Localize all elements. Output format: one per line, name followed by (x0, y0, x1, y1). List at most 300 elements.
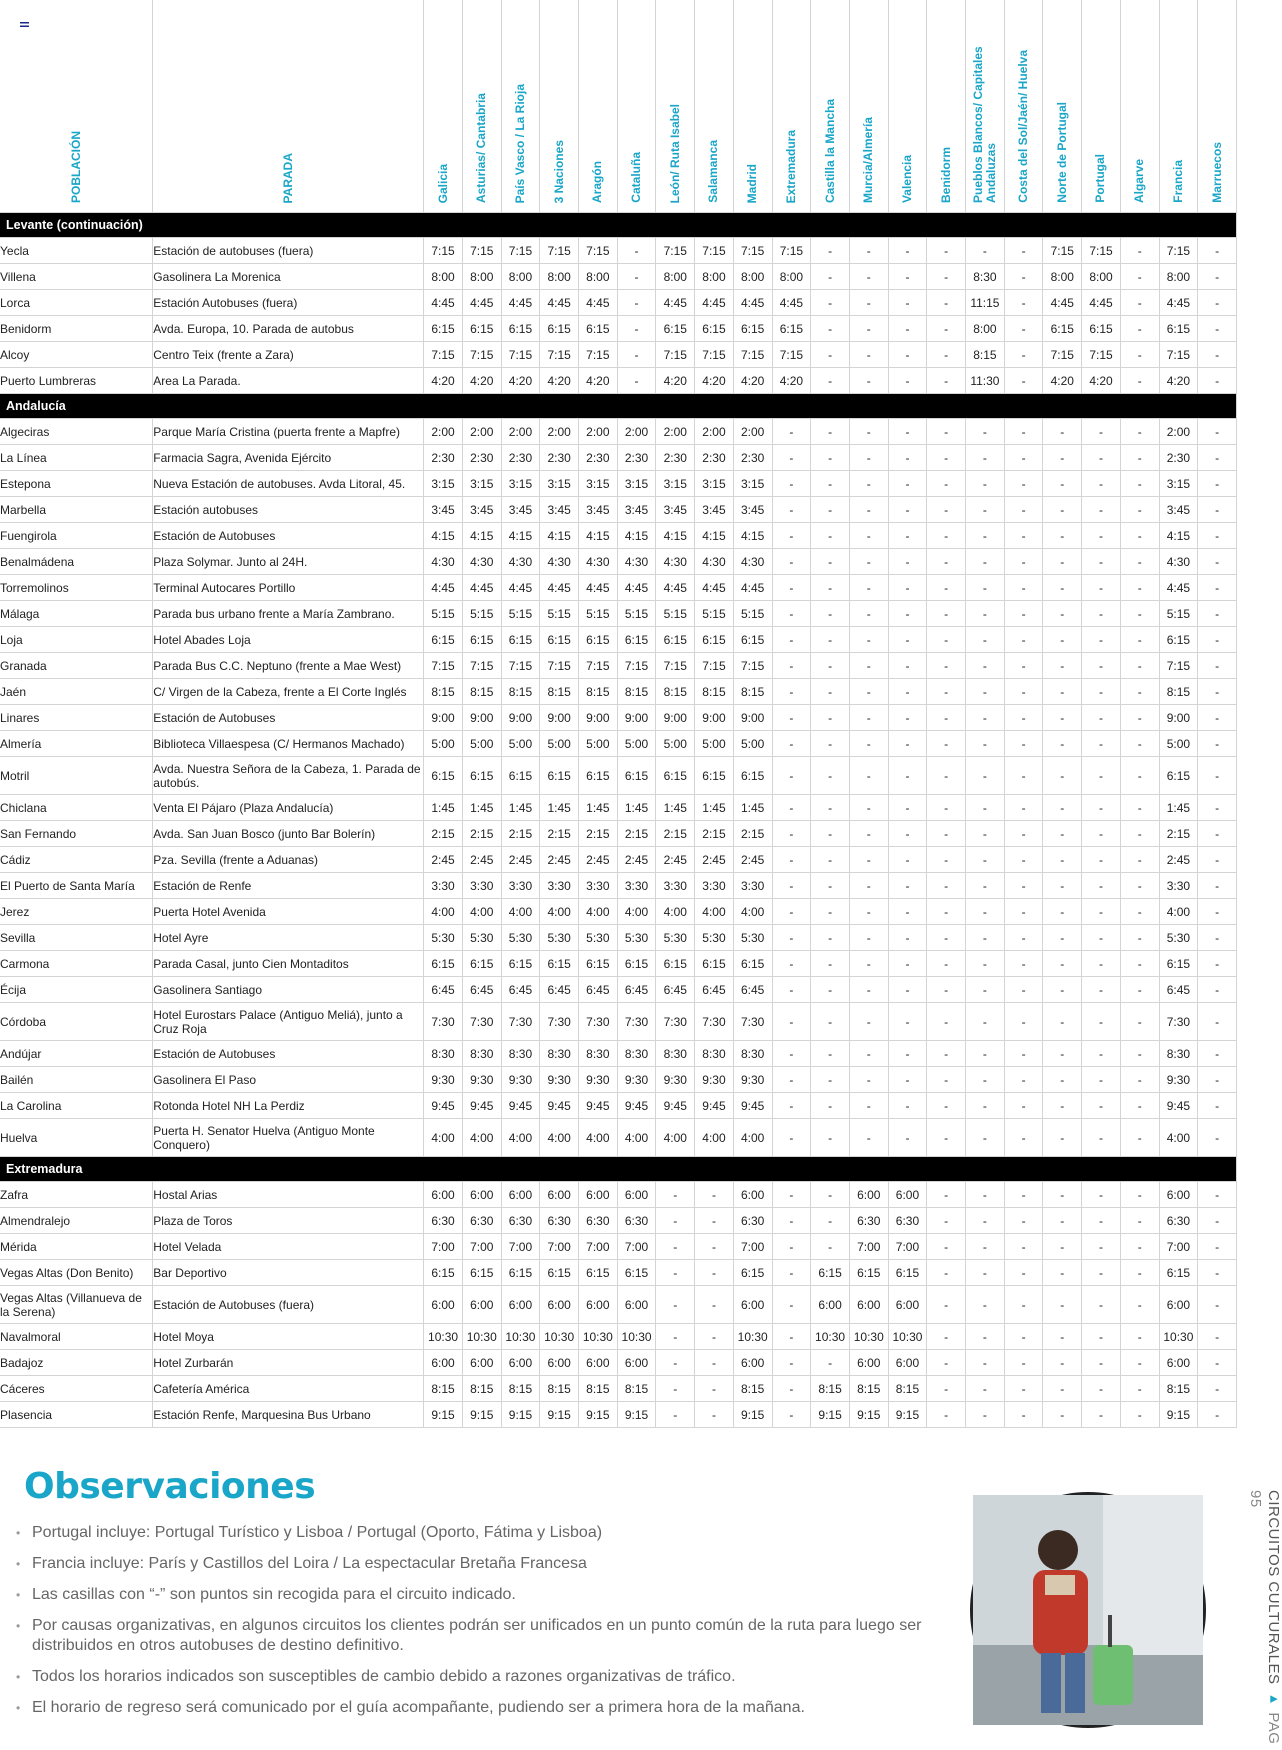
time-cell: 6:00 (1159, 1286, 1198, 1324)
time-cell: 6:15 (540, 1260, 579, 1286)
time-cell: - (1120, 1041, 1159, 1067)
time-cell: 2:15 (1159, 821, 1198, 847)
table-row (0, 1182, 1237, 1208)
traveler-photo (970, 1492, 1206, 1728)
time-cell: 4:00 (579, 1119, 618, 1157)
header-route-label: Murcia/Almería (861, 116, 876, 203)
time-cell: - (1082, 1324, 1121, 1350)
time-cell: 4:00 (424, 1119, 463, 1157)
time-cell: 6:00 (888, 1350, 927, 1376)
time-cell: - (966, 873, 1005, 899)
time-cell: 3:45 (1159, 497, 1198, 523)
time-cell: 8:00 (424, 264, 463, 290)
time-cell: - (966, 1067, 1005, 1093)
time-cell: - (811, 627, 850, 653)
time-cell: 3:45 (695, 497, 734, 523)
time-cell: - (1120, 419, 1159, 445)
time-cell: 4:45 (579, 290, 618, 316)
time-cell: 2:45 (617, 847, 656, 873)
poblacion-cell: Almendralejo (0, 1208, 153, 1234)
time-cell: - (966, 821, 1005, 847)
time-cell: 3:30 (579, 873, 618, 899)
time-cell: 8:00 (966, 316, 1005, 342)
time-cell: - (1043, 1093, 1082, 1119)
parada-cell: Estación de autobuses (fuera) (153, 238, 424, 264)
time-cell: - (966, 497, 1005, 523)
time-cell: - (811, 497, 850, 523)
poblacion-cell: Cáceres (0, 1376, 153, 1402)
time-cell: - (888, 471, 927, 497)
time-cell: 6:15 (424, 757, 463, 795)
time-cell: - (1004, 1234, 1043, 1260)
time-cell: - (811, 1182, 850, 1208)
time-cell: 9:30 (1159, 1067, 1198, 1093)
time-cell: - (927, 290, 966, 316)
time-cell: 2:15 (656, 821, 695, 847)
header-route-label: Pueblos Blancos/ Capitales Andaluzas (970, 46, 998, 203)
time-cell: 3:30 (733, 873, 772, 899)
time-cell: - (1043, 821, 1082, 847)
parada-cell: Plaza Solymar. Junto al 24H. (153, 549, 424, 575)
time-cell: 4:45 (656, 575, 695, 601)
time-cell: - (927, 1234, 966, 1260)
time-cell: 4:15 (540, 523, 579, 549)
time-cell: - (1043, 471, 1082, 497)
parada-cell: Puerta Hotel Avenida (153, 899, 424, 925)
time-cell: - (811, 1041, 850, 1067)
time-cell: 4:20 (501, 368, 540, 394)
time-cell: 7:15 (1159, 238, 1198, 264)
time-cell: 4:45 (424, 575, 463, 601)
time-cell: 8:00 (1082, 264, 1121, 290)
time-cell: 3:45 (501, 497, 540, 523)
time-cell: - (888, 316, 927, 342)
time-cell: - (1198, 627, 1237, 653)
time-cell: - (1004, 653, 1043, 679)
time-cell: 6:45 (501, 977, 540, 1003)
table-row (0, 899, 1237, 925)
time-cell: - (1120, 445, 1159, 471)
header-route (617, 0, 656, 213)
time-cell: 7:15 (772, 238, 811, 264)
observacion-item: • Portugal incluye: Portugal Turístico y Lisboa / Portugal (Oporto, Fátima y Lisboa) (14, 1523, 944, 1543)
time-cell: - (849, 951, 888, 977)
time-cell: 3:45 (579, 497, 618, 523)
time-cell: - (811, 951, 850, 977)
time-cell: 4:45 (656, 290, 695, 316)
time-cell: 8:00 (772, 264, 811, 290)
time-cell: 6:15 (656, 951, 695, 977)
time-cell: 5:00 (501, 731, 540, 757)
time-cell: 6:15 (733, 627, 772, 653)
time-cell: - (966, 1119, 1005, 1157)
time-cell: - (849, 1093, 888, 1119)
parada-cell: Avda. Nuestra Señora de la Cabeza, 1. Parada de autobús. (153, 757, 424, 795)
poblacion-cell: Torremolinos (0, 575, 153, 601)
time-cell: - (927, 1376, 966, 1402)
time-cell: 3:30 (424, 873, 463, 899)
time-cell: 3:30 (540, 873, 579, 899)
time-cell: - (1198, 899, 1237, 925)
time-cell: 5:15 (695, 601, 734, 627)
time-cell: - (927, 977, 966, 1003)
time-cell: 3:15 (1159, 471, 1198, 497)
time-cell: - (1120, 925, 1159, 951)
time-cell: 2:30 (617, 445, 656, 471)
time-cell: - (966, 951, 1005, 977)
time-cell: 6:00 (888, 1182, 927, 1208)
time-cell: 8:30 (695, 1041, 734, 1067)
time-cell: - (811, 368, 850, 394)
time-cell: 2:30 (1159, 445, 1198, 471)
time-cell: - (772, 1093, 811, 1119)
time-cell: - (927, 1182, 966, 1208)
time-cell: - (1082, 1402, 1121, 1428)
time-cell: - (966, 731, 1005, 757)
table-row (0, 238, 1237, 264)
time-cell: 4:45 (540, 575, 579, 601)
time-cell: - (888, 419, 927, 445)
time-cell: - (1082, 549, 1121, 575)
time-cell: - (1043, 757, 1082, 795)
time-cell: - (811, 575, 850, 601)
time-cell: - (849, 847, 888, 873)
time-cell: 5:15 (501, 601, 540, 627)
time-cell: - (772, 731, 811, 757)
time-cell: - (811, 899, 850, 925)
time-cell: - (1198, 873, 1237, 899)
time-cell: - (1082, 1093, 1121, 1119)
time-cell: 6:15 (579, 316, 618, 342)
time-cell: 6:15 (849, 1260, 888, 1286)
time-cell: - (849, 653, 888, 679)
time-cell: - (617, 368, 656, 394)
time-cell: - (888, 601, 927, 627)
time-cell: 6:00 (1159, 1182, 1198, 1208)
time-cell: - (811, 445, 850, 471)
parada-cell: Gasolinera La Morenica (153, 264, 424, 290)
time-cell: 6:15 (617, 951, 656, 977)
time-cell: - (1082, 471, 1121, 497)
time-cell: - (1198, 731, 1237, 757)
time-cell: - (1043, 1402, 1082, 1428)
time-cell: 4:15 (1159, 523, 1198, 549)
time-cell: - (772, 873, 811, 899)
time-cell: - (1120, 795, 1159, 821)
time-cell: - (811, 342, 850, 368)
time-cell: - (1004, 951, 1043, 977)
time-cell: 1:45 (540, 795, 579, 821)
time-cell: - (1004, 497, 1043, 523)
time-cell: - (1043, 419, 1082, 445)
time-cell: 4:45 (540, 290, 579, 316)
time-cell: 6:00 (1159, 1350, 1198, 1376)
table-row (0, 497, 1237, 523)
time-cell: - (772, 821, 811, 847)
poblacion-cell: Chiclana (0, 795, 153, 821)
time-cell: - (966, 977, 1005, 1003)
time-cell: 6:45 (540, 977, 579, 1003)
time-cell: - (966, 419, 1005, 445)
time-cell: - (849, 601, 888, 627)
time-cell: - (888, 951, 927, 977)
time-cell: - (1120, 1286, 1159, 1324)
time-cell: 8:15 (966, 342, 1005, 368)
time-cell: 4:00 (424, 899, 463, 925)
time-cell: - (1082, 757, 1121, 795)
time-cell: 6:15 (656, 627, 695, 653)
section-title: Levante (continuación) (0, 213, 1237, 238)
parada-cell: Parque María Cristina (puerta frente a Mapfre) (153, 419, 424, 445)
time-cell: 1:45 (656, 795, 695, 821)
header-route-label: Cataluña (629, 152, 644, 203)
time-cell: - (1004, 238, 1043, 264)
time-cell: 3:45 (733, 497, 772, 523)
time-cell: 4:45 (617, 575, 656, 601)
time-cell: 9:15 (733, 1402, 772, 1428)
poblacion-cell: Bailén (0, 1067, 153, 1093)
time-cell: 3:30 (656, 873, 695, 899)
time-cell: - (1082, 1067, 1121, 1093)
time-cell: 6:15 (540, 316, 579, 342)
time-cell: 6:45 (1159, 977, 1198, 1003)
time-cell: - (1198, 549, 1237, 575)
time-cell: - (811, 290, 850, 316)
time-cell: - (1198, 847, 1237, 873)
time-cell: - (1043, 1208, 1082, 1234)
time-cell: 5:00 (579, 731, 618, 757)
time-cell: 9:30 (540, 1067, 579, 1093)
time-cell: 8:00 (733, 264, 772, 290)
time-cell: - (1082, 627, 1121, 653)
time-cell: - (927, 445, 966, 471)
poblacion-cell: Almería (0, 731, 153, 757)
time-cell: 6:15 (540, 627, 579, 653)
time-cell: - (811, 925, 850, 951)
header-poblacion (0, 0, 153, 213)
time-cell: - (1004, 795, 1043, 821)
parada-cell: Estación autobuses (153, 497, 424, 523)
time-cell: - (1082, 731, 1121, 757)
time-cell: - (1120, 977, 1159, 1003)
time-cell: - (888, 627, 927, 653)
time-cell: 7:15 (424, 342, 463, 368)
parada-cell: Estación Autobuses (fuera) (153, 290, 424, 316)
time-cell: - (1004, 757, 1043, 795)
time-cell: - (1004, 1041, 1043, 1067)
time-cell: - (1082, 1003, 1121, 1041)
section-header (0, 213, 1237, 238)
time-cell: - (849, 264, 888, 290)
time-cell: 4:30 (695, 549, 734, 575)
poblacion-cell: Granada (0, 653, 153, 679)
table-row (0, 1093, 1237, 1119)
time-cell: 9:30 (462, 1067, 501, 1093)
poblacion-cell: Loja (0, 627, 153, 653)
time-cell: - (849, 238, 888, 264)
table-row (0, 1350, 1237, 1376)
time-cell: - (927, 1260, 966, 1286)
header-parada-label: PARADA (280, 152, 295, 203)
time-cell: 8:15 (617, 1376, 656, 1402)
time-cell: - (772, 1119, 811, 1157)
time-cell: - (1120, 549, 1159, 575)
time-cell: 4:30 (424, 549, 463, 575)
time-cell: 5:15 (617, 601, 656, 627)
time-cell: 2:45 (540, 847, 579, 873)
time-cell: 4:20 (424, 368, 463, 394)
poblacion-cell: Fuengirola (0, 523, 153, 549)
time-cell: - (927, 679, 966, 705)
time-cell: 4:45 (1082, 290, 1121, 316)
time-cell: 4:45 (772, 290, 811, 316)
header-route-label: Galicia (435, 163, 450, 203)
time-cell: - (1043, 1041, 1082, 1067)
time-cell: 8:15 (733, 679, 772, 705)
table-row (0, 419, 1237, 445)
time-cell: - (1082, 497, 1121, 523)
time-cell: - (656, 1286, 695, 1324)
time-cell: - (1004, 471, 1043, 497)
time-cell: 2:00 (462, 419, 501, 445)
time-cell: - (849, 342, 888, 368)
time-cell: - (1082, 847, 1121, 873)
time-cell: - (966, 549, 1005, 575)
time-cell: 7:15 (579, 653, 618, 679)
observacion-item: • Por causas organizativas, en algunos circuitos los clientes podrán ser unificados en un punto común de la ruta para luego ser distribuidos en otros autobuses de destino definitivo. (14, 1616, 944, 1656)
time-cell: 8:15 (501, 679, 540, 705)
header-route (849, 0, 888, 213)
time-cell: 1:45 (501, 795, 540, 821)
time-cell: - (1004, 549, 1043, 575)
time-cell: 8:15 (1159, 1376, 1198, 1402)
time-cell: - (849, 368, 888, 394)
time-cell: - (772, 549, 811, 575)
time-cell: 3:45 (424, 497, 463, 523)
time-cell: 8:30 (501, 1041, 540, 1067)
time-cell: - (1120, 497, 1159, 523)
table-row (0, 1041, 1237, 1067)
time-cell: - (811, 1003, 850, 1041)
time-cell: 8:00 (695, 264, 734, 290)
time-cell: - (1004, 1067, 1043, 1093)
time-cell: - (1120, 264, 1159, 290)
time-cell: 2:30 (424, 445, 463, 471)
time-cell: - (1120, 757, 1159, 795)
time-cell: - (927, 1067, 966, 1093)
time-cell: 2:45 (1159, 847, 1198, 873)
header-route (888, 0, 927, 213)
time-cell: 6:15 (695, 627, 734, 653)
time-cell: 2:45 (501, 847, 540, 873)
poblacion-cell: Écija (0, 977, 153, 1003)
time-cell: 4:20 (462, 368, 501, 394)
time-cell: - (888, 847, 927, 873)
time-cell: - (772, 899, 811, 925)
time-cell: 7:15 (540, 238, 579, 264)
time-cell: 2:30 (733, 445, 772, 471)
time-cell: 4:00 (501, 899, 540, 925)
time-cell: 6:15 (617, 1260, 656, 1286)
time-cell: 7:00 (501, 1234, 540, 1260)
time-cell: 6:00 (501, 1350, 540, 1376)
time-cell: - (966, 1350, 1005, 1376)
table-row (0, 1286, 1237, 1324)
header-route-label: Costa del Sol/Jaén/ Huelva (1016, 50, 1031, 203)
time-cell: - (811, 847, 850, 873)
parada-cell: Hotel Zurbarán (153, 1350, 424, 1376)
time-cell: 6:00 (617, 1350, 656, 1376)
time-cell: - (772, 1208, 811, 1234)
time-cell: - (695, 1350, 734, 1376)
time-cell: 6:15 (695, 316, 734, 342)
time-cell: 2:00 (617, 419, 656, 445)
time-cell: - (849, 419, 888, 445)
time-cell: - (927, 951, 966, 977)
time-cell: 4:00 (1159, 1119, 1198, 1157)
time-cell: 6:00 (733, 1350, 772, 1376)
poblacion-cell: Yecla (0, 238, 153, 264)
time-cell: - (772, 951, 811, 977)
observacion-item: • Francia incluye: París y Castillos del Loira / La espectacular Bretaña Francesa (14, 1554, 944, 1574)
time-cell: 2:00 (733, 419, 772, 445)
time-cell: - (849, 795, 888, 821)
time-cell: 4:45 (733, 575, 772, 601)
time-cell: - (772, 679, 811, 705)
time-cell: - (927, 627, 966, 653)
parada-cell: Estación de Autobuses (fuera) (153, 1286, 424, 1324)
time-cell: - (1043, 951, 1082, 977)
time-cell: 8:00 (462, 264, 501, 290)
time-cell: 1:45 (733, 795, 772, 821)
table-header-row (0, 0, 1237, 213)
header-route (656, 0, 695, 213)
time-cell: - (849, 821, 888, 847)
time-cell: 8:15 (888, 1376, 927, 1402)
time-cell: 8:15 (1159, 679, 1198, 705)
time-cell: - (1120, 899, 1159, 925)
time-cell: 2:00 (1159, 419, 1198, 445)
header-route (462, 0, 501, 213)
time-cell: - (811, 679, 850, 705)
time-cell: 2:30 (501, 445, 540, 471)
time-cell: 8:15 (811, 1376, 850, 1402)
table-row (0, 731, 1237, 757)
time-cell: - (1198, 757, 1237, 795)
time-cell: 7:15 (656, 238, 695, 264)
time-cell: - (1120, 951, 1159, 977)
time-cell: 4:00 (501, 1119, 540, 1157)
time-cell: - (849, 575, 888, 601)
time-cell: - (927, 705, 966, 731)
poblacion-cell: Estepona (0, 471, 153, 497)
time-cell: 9:45 (733, 1093, 772, 1119)
header-poblacion-label: POBLACIÓN (68, 131, 83, 203)
time-cell: 9:00 (617, 705, 656, 731)
time-cell: - (1082, 575, 1121, 601)
time-cell: 8:15 (579, 1376, 618, 1402)
observacion-item: • Todos los horarios indicados son susceptibles de cambio debido a razones organizativas de tráfico. (14, 1667, 944, 1687)
time-cell: - (1198, 679, 1237, 705)
time-cell: 4:00 (656, 899, 695, 925)
time-cell: - (927, 1324, 966, 1350)
time-cell: 6:30 (1159, 1208, 1198, 1234)
time-cell: - (1004, 821, 1043, 847)
time-cell: - (1198, 1376, 1237, 1402)
time-cell: - (888, 368, 927, 394)
time-cell: - (966, 1003, 1005, 1041)
time-cell: 4:30 (540, 549, 579, 575)
